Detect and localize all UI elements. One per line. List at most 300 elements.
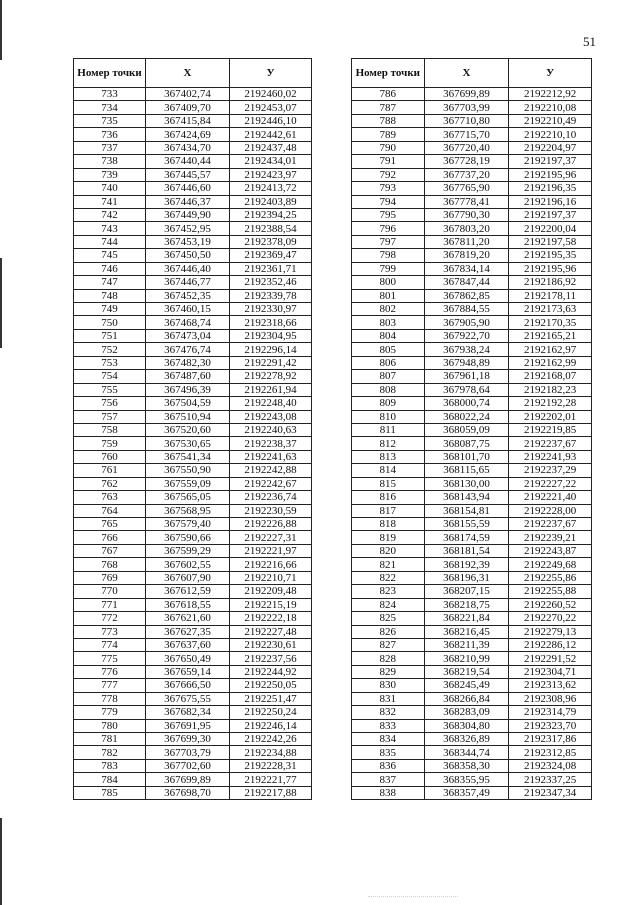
y-coordinate-cell: 2192244,92 <box>230 665 312 678</box>
x-coordinate-cell: 368218,75 <box>424 598 509 611</box>
point-number-cell: 800 <box>352 276 425 289</box>
x-coordinate-cell: 368207,15 <box>424 585 509 598</box>
x-coordinate-cell: 368216,45 <box>424 625 509 638</box>
point-number-cell: 756 <box>74 397 146 410</box>
x-coordinate-cell: 367961,18 <box>424 370 509 383</box>
y-coordinate-cell: 2192304,95 <box>230 329 312 342</box>
table-row <box>352 638 592 651</box>
point-number-cell: 778 <box>74 692 146 705</box>
point-number-cell: 832 <box>352 706 425 719</box>
point-number-cell: 835 <box>352 746 425 759</box>
x-coordinate-cell: 367720,40 <box>424 141 509 154</box>
point-number-cell: 799 <box>352 262 425 275</box>
point-number-cell: 826 <box>352 625 425 638</box>
table-row <box>352 397 592 410</box>
x-coordinate-cell: 367884,55 <box>424 303 509 316</box>
x-coordinate-cell: 368326,89 <box>424 733 509 746</box>
table-row <box>74 276 312 289</box>
table-row <box>352 437 592 450</box>
x-coordinate-cell: 368196,31 <box>424 571 509 584</box>
point-number-cell: 761 <box>74 464 146 477</box>
y-coordinate-cell: 2192162,99 <box>509 356 592 369</box>
x-coordinate-cell: 368358,30 <box>424 759 509 772</box>
y-coordinate-cell: 2192234,88 <box>230 746 312 759</box>
point-number-cell: 797 <box>352 235 425 248</box>
point-number-cell: 753 <box>74 356 146 369</box>
table-row <box>74 88 312 101</box>
table-row <box>74 101 312 114</box>
point-number-cell: 777 <box>74 679 146 692</box>
table-row <box>352 370 592 383</box>
table-row <box>352 504 592 517</box>
y-coordinate-cell: 2192195,96 <box>509 262 592 275</box>
table-row <box>352 719 592 732</box>
y-coordinate-cell: 2192237,56 <box>230 652 312 665</box>
y-coordinate-cell: 2192246,14 <box>230 719 312 732</box>
point-number-cell: 752 <box>74 343 146 356</box>
x-coordinate-cell: 367710,80 <box>424 114 509 127</box>
table-row <box>74 773 312 786</box>
table-row <box>74 450 312 463</box>
table-row <box>352 276 592 289</box>
point-number-cell: 751 <box>74 329 146 342</box>
table-row <box>74 706 312 719</box>
point-number-cell: 830 <box>352 679 425 692</box>
table-row <box>74 518 312 531</box>
table-row <box>74 383 312 396</box>
table-row <box>74 155 312 168</box>
y-coordinate-cell: 2192227,48 <box>230 625 312 638</box>
x-coordinate-cell: 367612,59 <box>146 585 230 598</box>
y-coordinate-cell: 2192369,47 <box>230 249 312 262</box>
point-number-cell: 801 <box>352 289 425 302</box>
point-number-cell: 808 <box>352 383 425 396</box>
table-row <box>74 786 312 799</box>
y-coordinate-cell: 2192270,22 <box>509 612 592 625</box>
y-coordinate-cell: 2192446,10 <box>230 114 312 127</box>
table-row <box>74 168 312 181</box>
table-row <box>74 585 312 598</box>
x-coordinate-cell: 368087,75 <box>424 437 509 450</box>
point-number-cell: 737 <box>74 141 146 154</box>
x-coordinate-cell: 368192,39 <box>424 558 509 571</box>
point-number-cell: 750 <box>74 316 146 329</box>
x-coordinate-cell: 367703,79 <box>146 746 230 759</box>
point-number-cell: 785 <box>74 786 146 799</box>
y-coordinate-cell: 2192304,71 <box>509 665 592 678</box>
y-coordinate-cell: 2192209,48 <box>230 585 312 598</box>
point-number-cell: 825 <box>352 612 425 625</box>
x-coordinate-cell: 367487,60 <box>146 370 230 383</box>
y-coordinate-cell: 2192204,97 <box>509 141 592 154</box>
x-coordinate-cell: 368155,59 <box>424 518 509 531</box>
point-number-cell: 791 <box>352 155 425 168</box>
table-row <box>74 733 312 746</box>
table-row <box>74 410 312 423</box>
y-coordinate-cell: 2192318,66 <box>230 316 312 329</box>
x-coordinate-cell: 367565,05 <box>146 491 230 504</box>
point-number-cell: 790 <box>352 141 425 154</box>
point-number-cell: 810 <box>352 410 425 423</box>
x-coordinate-cell: 367862,85 <box>424 289 509 302</box>
y-coordinate-cell: 2192162,97 <box>509 343 592 356</box>
y-coordinate-cell: 2192249,68 <box>509 558 592 571</box>
y-coordinate-cell: 2192226,88 <box>230 518 312 531</box>
x-coordinate-cell: 368266,84 <box>424 692 509 705</box>
table-row <box>74 746 312 759</box>
x-coordinate-cell: 367452,35 <box>146 289 230 302</box>
point-number-cell: 736 <box>74 128 146 141</box>
y-coordinate-cell: 2192168,07 <box>509 370 592 383</box>
x-coordinate-cell: 367424,69 <box>146 128 230 141</box>
table-row <box>352 692 592 705</box>
x-coordinate-cell: 367453,19 <box>146 235 230 248</box>
x-coordinate-cell: 367819,20 <box>424 249 509 262</box>
y-coordinate-cell: 2192210,49 <box>509 114 592 127</box>
x-coordinate-cell: 368174,59 <box>424 531 509 544</box>
x-coordinate-cell: 367922,70 <box>424 329 509 342</box>
y-coordinate-cell: 2192197,58 <box>509 235 592 248</box>
y-coordinate-cell: 2192255,86 <box>509 571 592 584</box>
y-coordinate-cell: 2192291,42 <box>230 356 312 369</box>
x-coordinate-cell: 367550,90 <box>146 464 230 477</box>
x-coordinate-cell: 367699,30 <box>146 733 230 746</box>
point-number-cell: 783 <box>74 759 146 772</box>
x-coordinate-cell: 367948,89 <box>424 356 509 369</box>
table-row <box>74 222 312 235</box>
point-number-cell: 793 <box>352 182 425 195</box>
x-coordinate-cell: 367666,50 <box>146 679 230 692</box>
y-coordinate-cell: 2192242,88 <box>230 464 312 477</box>
y-coordinate-cell: 2192308,96 <box>509 692 592 705</box>
y-coordinate-cell: 2192313,62 <box>509 679 592 692</box>
point-number-cell: 838 <box>352 786 425 799</box>
y-coordinate-cell: 2192221,40 <box>509 491 592 504</box>
table-row <box>74 262 312 275</box>
table-row <box>352 491 592 504</box>
point-number-cell: 821 <box>352 558 425 571</box>
header-x: X <box>146 59 230 88</box>
x-coordinate-cell: 367402,74 <box>146 88 230 101</box>
table-row <box>352 612 592 625</box>
point-number-cell: 789 <box>352 128 425 141</box>
table-row <box>352 773 592 786</box>
x-coordinate-cell: 367728,19 <box>424 155 509 168</box>
y-coordinate-cell: 2192210,10 <box>509 128 592 141</box>
point-number-cell: 766 <box>74 531 146 544</box>
table-row <box>74 303 312 316</box>
x-coordinate-cell: 367978,64 <box>424 383 509 396</box>
x-coordinate-cell: 368101,70 <box>424 450 509 463</box>
y-coordinate-cell: 2192317,86 <box>509 733 592 746</box>
table-row <box>74 141 312 154</box>
x-coordinate-cell: 367559,09 <box>146 477 230 490</box>
table-row <box>74 249 312 262</box>
point-number-cell: 784 <box>74 773 146 786</box>
table-row <box>352 423 592 436</box>
table-row <box>352 679 592 692</box>
point-number-cell: 738 <box>74 155 146 168</box>
x-coordinate-cell: 367599,29 <box>146 544 230 557</box>
left-margin-mark-bottom <box>0 818 2 905</box>
x-coordinate-cell: 367778,41 <box>424 195 509 208</box>
table-row <box>74 504 312 517</box>
point-number-cell: 740 <box>74 182 146 195</box>
point-number-cell: 745 <box>74 249 146 262</box>
y-coordinate-cell: 2192215,19 <box>230 598 312 611</box>
y-coordinate-cell: 2192219,85 <box>509 423 592 436</box>
table-row <box>352 383 592 396</box>
table-row <box>74 464 312 477</box>
y-coordinate-cell: 2192170,35 <box>509 316 592 329</box>
table-row <box>74 665 312 678</box>
table-row <box>74 289 312 302</box>
point-number-cell: 813 <box>352 450 425 463</box>
y-coordinate-cell: 2192222,18 <box>230 612 312 625</box>
table-row <box>352 208 592 221</box>
table-row <box>352 249 592 262</box>
point-number-cell: 796 <box>352 222 425 235</box>
table-row <box>74 491 312 504</box>
y-coordinate-cell: 2192296,14 <box>230 343 312 356</box>
y-coordinate-cell: 2192251,47 <box>230 692 312 705</box>
x-coordinate-cell: 368304,80 <box>424 719 509 732</box>
y-coordinate-cell: 2192403,89 <box>230 195 312 208</box>
x-coordinate-cell: 368000,74 <box>424 397 509 410</box>
table-row <box>74 235 312 248</box>
y-coordinate-cell: 2192216,66 <box>230 558 312 571</box>
table-header-row <box>352 59 592 88</box>
point-number-cell: 815 <box>352 477 425 490</box>
y-coordinate-cell: 2192228,31 <box>230 759 312 772</box>
point-number-cell: 759 <box>74 437 146 450</box>
y-coordinate-cell: 2192347,34 <box>509 786 592 799</box>
y-coordinate-cell: 2192241,63 <box>230 450 312 463</box>
y-coordinate-cell: 2192236,74 <box>230 491 312 504</box>
point-number-cell: 733 <box>74 88 146 101</box>
point-number-cell: 762 <box>74 477 146 490</box>
x-coordinate-cell: 367568,95 <box>146 504 230 517</box>
point-number-cell: 819 <box>352 531 425 544</box>
point-number-cell: 804 <box>352 329 425 342</box>
y-coordinate-cell: 2192323,70 <box>509 719 592 732</box>
y-coordinate-cell: 2192186,92 <box>509 276 592 289</box>
point-number-cell: 833 <box>352 719 425 732</box>
table-row <box>352 706 592 719</box>
table-row <box>352 356 592 369</box>
x-coordinate-cell: 368211,39 <box>424 638 509 651</box>
table-row <box>352 665 592 678</box>
x-coordinate-cell: 368221,84 <box>424 612 509 625</box>
point-number-cell: 734 <box>74 101 146 114</box>
x-coordinate-cell: 367450,50 <box>146 249 230 262</box>
y-coordinate-cell: 2192165,21 <box>509 329 592 342</box>
x-coordinate-cell: 367627,35 <box>146 625 230 638</box>
y-coordinate-cell: 2192312,85 <box>509 746 592 759</box>
table-row <box>352 128 592 141</box>
y-coordinate-cell: 2192237,29 <box>509 464 592 477</box>
x-coordinate-cell: 368357,49 <box>424 786 509 799</box>
coordinates-table-left <box>73 58 312 800</box>
table-row <box>352 450 592 463</box>
table-row <box>352 759 592 772</box>
table-row <box>352 531 592 544</box>
y-coordinate-cell: 2192437,48 <box>230 141 312 154</box>
table-row <box>74 329 312 342</box>
x-coordinate-cell: 367590,66 <box>146 531 230 544</box>
table-row <box>352 222 592 235</box>
table-row <box>74 544 312 557</box>
table-row <box>74 437 312 450</box>
table-row <box>352 289 592 302</box>
table-row <box>74 558 312 571</box>
x-coordinate-cell: 368154,81 <box>424 504 509 517</box>
point-number-cell: 768 <box>74 558 146 571</box>
table-row <box>352 235 592 248</box>
table-row <box>74 208 312 221</box>
x-coordinate-cell: 368143,94 <box>424 491 509 504</box>
point-number-cell: 765 <box>74 518 146 531</box>
y-coordinate-cell: 2192238,37 <box>230 437 312 450</box>
y-coordinate-cell: 2192413,72 <box>230 182 312 195</box>
table-header-row <box>74 59 312 88</box>
x-coordinate-cell: 367446,37 <box>146 195 230 208</box>
point-number-cell: 812 <box>352 437 425 450</box>
point-number-cell: 742 <box>74 208 146 221</box>
x-coordinate-cell: 368219,54 <box>424 665 509 678</box>
y-coordinate-cell: 2192237,67 <box>509 437 592 450</box>
x-coordinate-cell: 367790,30 <box>424 208 509 221</box>
table-row <box>74 477 312 490</box>
point-number-cell: 758 <box>74 423 146 436</box>
point-number-cell: 769 <box>74 571 146 584</box>
table-row <box>74 423 312 436</box>
table-row <box>352 343 592 356</box>
y-coordinate-cell: 2192423,97 <box>230 168 312 181</box>
y-coordinate-cell: 2192195,35 <box>509 249 592 262</box>
x-coordinate-cell: 367702,60 <box>146 759 230 772</box>
x-coordinate-cell: 367504,59 <box>146 397 230 410</box>
x-coordinate-cell: 367650,49 <box>146 652 230 665</box>
table-row <box>352 168 592 181</box>
point-number-cell: 787 <box>352 101 425 114</box>
table-row <box>352 410 592 423</box>
point-number-cell: 814 <box>352 464 425 477</box>
header-point-number: Номер точки <box>352 59 425 88</box>
x-coordinate-cell: 367468,74 <box>146 316 230 329</box>
table-row <box>352 155 592 168</box>
table-row <box>74 316 312 329</box>
x-coordinate-cell: 367699,89 <box>424 88 509 101</box>
y-coordinate-cell: 2192210,08 <box>509 101 592 114</box>
table-row <box>352 558 592 571</box>
x-coordinate-cell: 367482,30 <box>146 356 230 369</box>
table-row <box>74 598 312 611</box>
y-coordinate-cell: 2192453,07 <box>230 101 312 114</box>
y-coordinate-cell: 2192230,61 <box>230 638 312 651</box>
x-coordinate-cell: 367938,24 <box>424 343 509 356</box>
y-coordinate-cell: 2192352,46 <box>230 276 312 289</box>
point-number-cell: 743 <box>74 222 146 235</box>
x-coordinate-cell: 367510,94 <box>146 410 230 423</box>
table-row <box>74 356 312 369</box>
table-row <box>352 786 592 799</box>
table-row <box>352 182 592 195</box>
point-number-cell: 828 <box>352 652 425 665</box>
x-coordinate-cell: 368115,65 <box>424 464 509 477</box>
table-body-right <box>352 88 592 800</box>
x-coordinate-cell: 367449,90 <box>146 208 230 221</box>
y-coordinate-cell: 2192173,63 <box>509 303 592 316</box>
y-coordinate-cell: 2192202,01 <box>509 410 592 423</box>
table-row <box>74 692 312 705</box>
x-coordinate-cell: 367445,57 <box>146 168 230 181</box>
y-coordinate-cell: 2192210,71 <box>230 571 312 584</box>
x-coordinate-cell: 367905,90 <box>424 316 509 329</box>
point-number-cell: 780 <box>74 719 146 732</box>
y-coordinate-cell: 2192248,40 <box>230 397 312 410</box>
point-number-cell: 746 <box>74 262 146 275</box>
y-coordinate-cell: 2192197,37 <box>509 208 592 221</box>
point-number-cell: 755 <box>74 383 146 396</box>
y-coordinate-cell: 2192195,96 <box>509 168 592 181</box>
table-row <box>74 114 312 127</box>
x-coordinate-cell: 368344,74 <box>424 746 509 759</box>
x-coordinate-cell: 367675,55 <box>146 692 230 705</box>
x-coordinate-cell: 367473,04 <box>146 329 230 342</box>
point-number-cell: 773 <box>74 625 146 638</box>
y-coordinate-cell: 2192240,63 <box>230 423 312 436</box>
table-row <box>352 598 592 611</box>
x-coordinate-cell: 368245,49 <box>424 679 509 692</box>
point-number-cell: 771 <box>74 598 146 611</box>
x-coordinate-cell: 367834,14 <box>424 262 509 275</box>
x-coordinate-cell: 367434,70 <box>146 141 230 154</box>
y-coordinate-cell: 2192324,08 <box>509 759 592 772</box>
x-coordinate-cell: 368059,09 <box>424 423 509 436</box>
point-number-cell: 834 <box>352 733 425 746</box>
point-number-cell: 763 <box>74 491 146 504</box>
point-number-cell: 757 <box>74 410 146 423</box>
y-coordinate-cell: 2192434,01 <box>230 155 312 168</box>
point-number-cell: 788 <box>352 114 425 127</box>
point-number-cell: 782 <box>74 746 146 759</box>
x-coordinate-cell: 367715,70 <box>424 128 509 141</box>
x-coordinate-cell: 368355,95 <box>424 773 509 786</box>
table-row <box>352 262 592 275</box>
y-coordinate-cell: 2192196,16 <box>509 195 592 208</box>
point-number-cell: 760 <box>74 450 146 463</box>
x-coordinate-cell: 367699,89 <box>146 773 230 786</box>
table-row <box>74 759 312 772</box>
point-number-cell: 798 <box>352 249 425 262</box>
y-coordinate-cell: 2192196,35 <box>509 182 592 195</box>
table-row <box>74 531 312 544</box>
table-row <box>352 544 592 557</box>
y-coordinate-cell: 2192250,05 <box>230 679 312 692</box>
table-row <box>352 477 592 490</box>
point-number-cell: 805 <box>352 343 425 356</box>
point-number-cell: 817 <box>352 504 425 517</box>
y-coordinate-cell: 2192242,26 <box>230 733 312 746</box>
point-number-cell: 831 <box>352 692 425 705</box>
y-coordinate-cell: 2192291,52 <box>509 652 592 665</box>
x-coordinate-cell: 367446,77 <box>146 276 230 289</box>
y-coordinate-cell: 2192361,71 <box>230 262 312 275</box>
y-coordinate-cell: 2192221,97 <box>230 544 312 557</box>
x-coordinate-cell: 367618,55 <box>146 598 230 611</box>
coordinates-table-right <box>351 58 592 800</box>
